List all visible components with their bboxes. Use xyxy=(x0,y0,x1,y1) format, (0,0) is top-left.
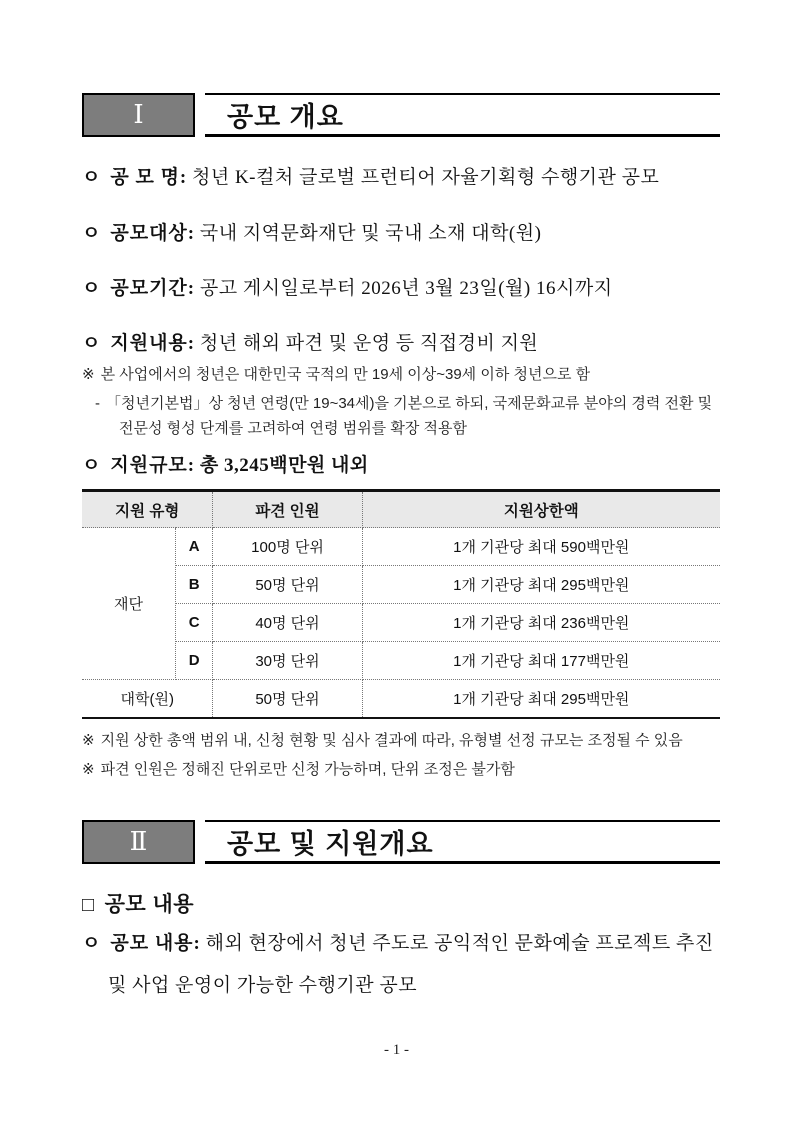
cap-cell: 1개 기관당 최대 236백만원 xyxy=(362,604,720,642)
youth-age-subnote xyxy=(82,391,720,441)
bullet-marker: ㅇ xyxy=(82,223,101,244)
subsection-offering-content xyxy=(82,892,720,918)
bullet-marker: ㅇ xyxy=(82,933,101,954)
bullet-support-content xyxy=(82,331,720,357)
bullet-text: 청년 K-컬처 글로벌 프런티어 자율기획형 수행기관 공모 xyxy=(192,167,660,188)
section-2-title: 공모 및 지원개요 xyxy=(227,829,434,859)
square-bullet-marker: □ xyxy=(82,894,95,916)
bullet-marker: ㅇ xyxy=(82,455,101,476)
bullet-offering-detail xyxy=(82,923,720,1007)
bullet-label: 공모 내용: xyxy=(110,933,201,954)
bullet-label: 공모대상: xyxy=(110,223,196,244)
bullet-text: 국내 지역문화재단 및 국내 소재 대학(원) xyxy=(199,223,542,244)
section-2-numeral-box xyxy=(82,820,195,864)
reference-mark: ※ xyxy=(82,732,95,749)
header-support-type: 지원 유형 xyxy=(82,491,213,528)
subsection-title: 공모 내용 xyxy=(104,893,195,916)
bullet-label: 공모기간: xyxy=(110,278,196,299)
section-1-numeral-box xyxy=(82,93,195,137)
support-scale-table xyxy=(82,489,720,719)
type-cell: C xyxy=(175,604,213,642)
note-text: 「청년기본법」상 청년 연령(만 19~34세)을 기본으로 하되, 국제문화교류 분야의 경력 전환 및 전문성 형성 단계를 고려하여 연령 범위를 확장 적용함 xyxy=(106,395,713,437)
bullet-text: 공고 게시일로부터 2026년 3월 23일(월) 16시까지 xyxy=(199,278,613,299)
personnel-cell: 40명 단위 xyxy=(213,604,362,642)
section-2-numeral: Ⅱ xyxy=(129,827,148,857)
bullet-label: 공 모 명: xyxy=(110,167,188,188)
table-row xyxy=(82,642,720,680)
header-dispatch-personnel: 파견 인원 xyxy=(213,491,362,528)
note-text: 파견 인원은 정해진 단위로만 신청 가능하며, 단위 조정은 불가함 xyxy=(100,761,515,778)
personnel-cell: 50명 단위 xyxy=(213,566,362,604)
table-row xyxy=(82,680,720,719)
type-cell: A xyxy=(175,528,213,566)
cap-cell: 1개 기관당 최대 295백만원 xyxy=(362,566,720,604)
section-2-title-rule xyxy=(205,820,720,864)
section-1-title-rule xyxy=(205,93,720,137)
table-row xyxy=(82,604,720,642)
bullet-marker: ㅇ xyxy=(82,167,101,188)
section-1-title: 공모 개요 xyxy=(227,102,344,132)
table-row xyxy=(82,528,720,566)
note-text: 지원 상한 총액 범위 내, 신청 현황 및 심사 결과에 따라, 유형별 선정 규모는 조정될 수 있음 xyxy=(100,732,683,749)
youth-definition-note xyxy=(82,365,720,385)
bullet-text: 총 3,245백만원 내외 xyxy=(199,455,369,476)
page-number: - 1 - xyxy=(384,1042,409,1058)
header-support-cap: 지원상한액 xyxy=(362,491,720,528)
bullet-label: 지원내용: xyxy=(110,333,196,354)
reference-mark: ※ xyxy=(82,366,95,383)
group-cell-foundation: 재단 xyxy=(82,528,175,680)
personnel-cell: 100명 단위 xyxy=(213,528,362,566)
type-cell: B xyxy=(175,566,213,604)
bullet-marker: ㅇ xyxy=(82,278,101,299)
reference-mark: ※ xyxy=(82,761,95,778)
group-cell-university: 대학(원) xyxy=(82,680,213,719)
section-1-numeral: Ⅰ xyxy=(133,100,144,130)
note-text: 본 사업에서의 청년은 대한민국 국적의 만 19세 이상~39세 이하 청년으로 함 xyxy=(100,366,591,383)
bullet-text: 해외 현장에서 청년 주도로 공익적인 문화예술 프로젝트 추진 및 사업 운영이 가능한 수행기관 공모 xyxy=(108,933,714,996)
section-2-header xyxy=(82,820,720,864)
bullet-marker: ㅇ xyxy=(82,333,101,354)
cap-cell: 1개 기관당 최대 177백만원 xyxy=(362,642,720,680)
table-row xyxy=(82,566,720,604)
bullet-label: 지원규모: xyxy=(110,455,196,476)
bullet-offering-target xyxy=(82,221,720,247)
bullet-offering-period xyxy=(82,276,720,302)
bullet-offering-name xyxy=(82,165,720,191)
personnel-cell: 50명 단위 xyxy=(213,680,362,719)
table-note-units xyxy=(82,760,720,780)
table-note-adjustment xyxy=(82,731,720,751)
bullet-text: 청년 해외 파견 및 운영 등 직접경비 지원 xyxy=(199,333,539,354)
dash-mark: - xyxy=(95,395,100,412)
section-1-header xyxy=(82,93,720,137)
table-header-row xyxy=(82,491,720,528)
bullet-support-scale xyxy=(82,453,720,479)
type-cell: D xyxy=(175,642,213,680)
cap-cell: 1개 기관당 최대 590백만원 xyxy=(362,528,720,566)
personnel-cell: 30명 단위 xyxy=(213,642,362,680)
cap-cell: 1개 기관당 최대 295백만원 xyxy=(362,680,720,719)
